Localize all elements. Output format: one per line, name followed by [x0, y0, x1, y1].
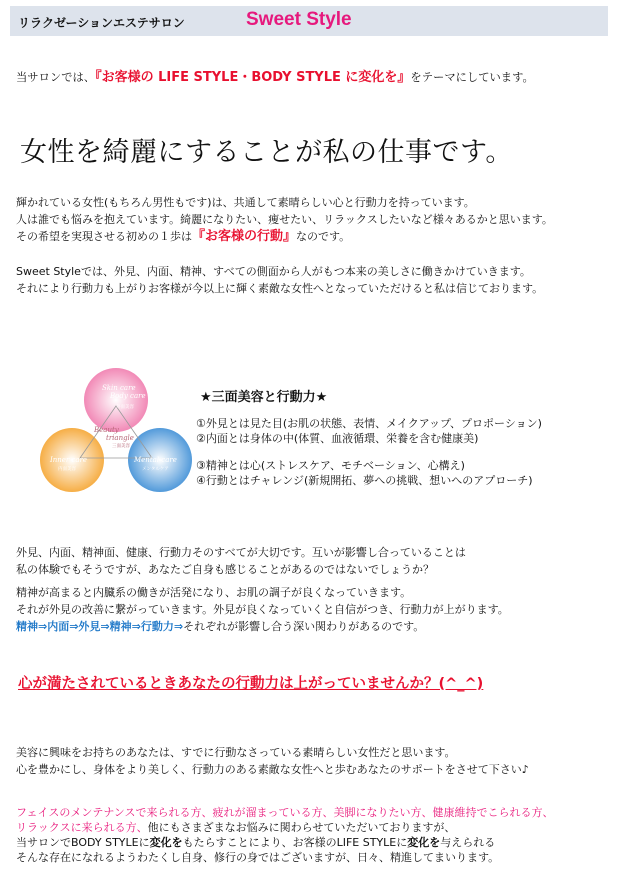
closing-line-1: 美容に興味をお持ちのあなたは、すでに行動なさっている素晴らしい女性だと思います。 [16, 746, 456, 759]
key-question: 心が満たされているときあなたの行動力は上がっていませんか？(^_^) [18, 676, 484, 692]
theme-pre: 当サロンでは、 [16, 71, 96, 84]
list-item: ②内面とは身体の中(体質、血液循環、栄養を含む健康美) [196, 432, 479, 445]
triangle-item-list [196, 416, 542, 488]
intro-paragraph [16, 194, 553, 245]
balance-line-1: 外見、内面、精神面、健康、行動力そのすべてが大切です。互いが影響し合っていることは [16, 546, 466, 559]
philosophy-line-2: それにより行動力も上がりお客様が今以上に輝く素敵な女性へとなっていただけると私は信じております。 [16, 282, 544, 295]
cycle-line-3: 精神⇒内面⇒外見⇒精神⇒行動力⇒それぞれが影響し合う深い関わりがあるのです。 [16, 620, 425, 633]
intro-highlight: 『お客様の行動』 [192, 229, 297, 244]
center-jp-label: 三面美容 [112, 444, 130, 449]
final-line-3: 当サロンでBODY STYLEに変化をもたらすことにより、お客様のLIFE STYLEに変化を与えられる [16, 836, 496, 849]
list-item: ①外見とは見た目(お肌の状態、表情、メイクアップ、プロポーション) [196, 417, 542, 430]
theme-post: をテーマにしています。 [410, 71, 534, 84]
brand-name: Sweet Style [246, 9, 352, 30]
triangle-section-title: ★三面美容と行動力★ [200, 390, 328, 405]
final-line-4: そんな存在になれるようわたくし自身、修行の身ではございますが、日々、精進してまいります。 [16, 851, 500, 864]
cycle-flow: 精神⇒内面⇒外見⇒精神⇒行動力⇒ [16, 620, 184, 633]
closing-line-2: 心を豊かにし、身体をより美しく、行動力のある素敵な女性へと歩むあなたのサポートをさせて下さい♪ [16, 763, 529, 776]
mental-care-label: Mental care [134, 456, 177, 464]
intro-line-2: 人は誰でも悩みを抱えています。綺麗になりたい、痩せたい、リラックスしたいなど様々あるかと思います。 [16, 213, 553, 226]
final-line-2: リラックスに来られる方、他にもさまざまなお悩みに関わらせていただいておりますが、 [16, 821, 456, 834]
cycle-paragraph [16, 584, 509, 635]
beauty-triangle-diagram [36, 366, 196, 494]
final-paragraph [16, 805, 553, 865]
theme-highlight: 『お客様の LIFE STYLE・BODY STYLE に変化を』 [95, 70, 411, 85]
intro-line-1: 輝かれている女性(もちろん男性もです)は、共通して素晴らしい心と行動力を持っています。 [16, 196, 475, 209]
theme-statement [16, 66, 534, 85]
body-care-label: Body care [110, 392, 146, 400]
inner-care-label: Inner care [50, 456, 88, 464]
center-triangle-label: triangle [106, 434, 134, 442]
intro-line-3: その希望を実現させる初めの１歩は『お客様の行動』なのです。 [16, 229, 351, 244]
list-item: ③精神とは心(ストレスケア、モチベーション、心構え) [196, 459, 465, 472]
inner-care-jp-label: 内面美容 [58, 467, 76, 472]
center-beauty-label: Beauty [94, 426, 119, 434]
page-headline: 女性を綺麗にすることが私の仕事です。 [20, 137, 513, 168]
philosophy-line-1: Sweet Styleでは、外見、内面、精神、すべての側面から人がもつ本来の美しさに働きかけていきます。 [16, 265, 531, 278]
closing-paragraph [16, 744, 529, 778]
skin-care-jp-label: 外面美容 [116, 405, 134, 410]
salon-category-label: リラクゼーションエステサロン [18, 16, 185, 30]
list-item: ④行動とはチャレンジ(新規開拓、夢への挑戦、想いへのアプローチ) [196, 474, 533, 487]
balance-paragraph [16, 544, 466, 578]
cycle-line-2: それが外見の改善に繋がっていきます。外見が良くなっていくと自信がつき、行動力が上がります。 [16, 603, 509, 616]
cycle-line-1: 精神が高まると内臓系の働きが活発になり、お肌の調子が良くなっていきます。 [16, 586, 412, 599]
balance-line-2: 私の体験でもそうですが、あなたご自身も感じることがあるのではないでしょうか？ [16, 563, 434, 576]
header-bar [10, 6, 608, 36]
skin-care-circle [84, 368, 148, 432]
skin-care-label: Skin care [102, 384, 136, 392]
philosophy-paragraph [16, 263, 543, 297]
final-line-1: フェイスのメンテナンスで来られる方、疲れが溜まっている方、美脚になりたい方、健康維持でこられる方、 [16, 806, 554, 819]
mental-care-jp-label: メンタルケア [142, 467, 169, 472]
